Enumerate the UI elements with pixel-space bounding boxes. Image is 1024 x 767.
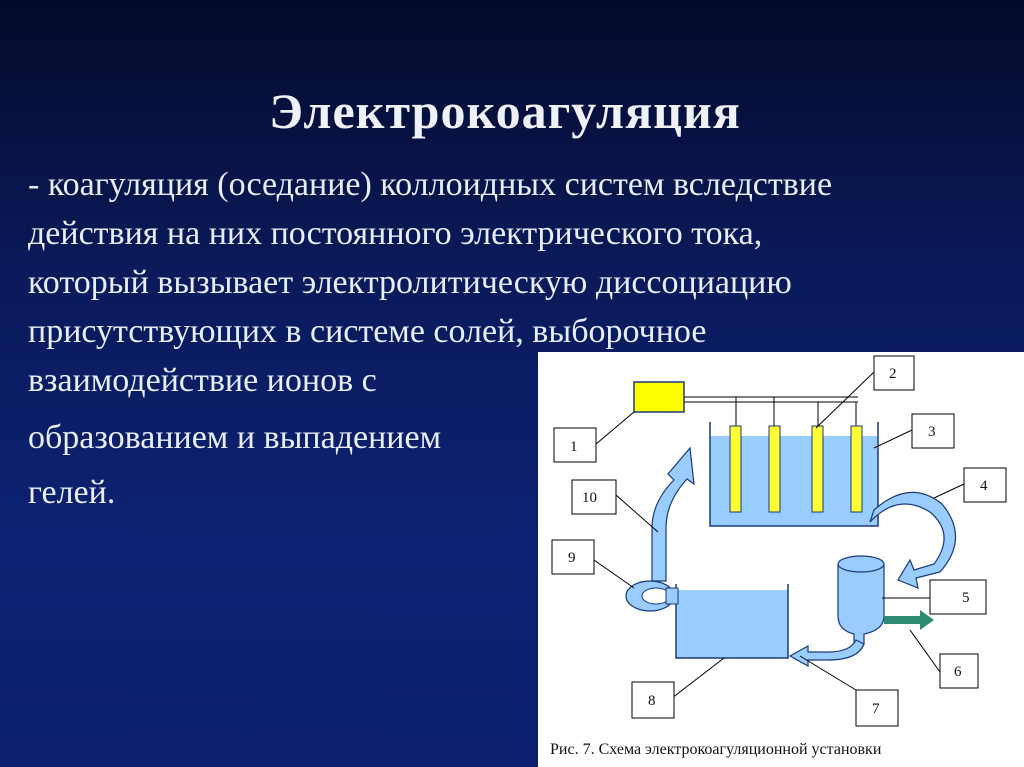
- installation-diagram: [538, 352, 1024, 767]
- settler-cylinder: [838, 564, 884, 644]
- definition-line: гелей.: [28, 474, 116, 511]
- definition-line: действия на них постоянного электрического тока,: [28, 215, 763, 252]
- settler-top: [838, 556, 884, 572]
- definition-line: - коагуляция (оседание) коллоидных систем вследствие: [28, 166, 833, 203]
- definition-line: взаимодействие ионов с: [28, 362, 377, 399]
- figure-caption: Рис. 7. Схема электрокоагуляционной установки: [550, 741, 882, 758]
- callout-label-7: 7: [872, 701, 880, 717]
- diagram-svg: [538, 352, 1024, 767]
- callout-label-10: 10: [582, 490, 597, 506]
- callout-boxes: [552, 356, 1006, 726]
- callout-label-6: 6: [954, 664, 962, 680]
- callout-label-2: 2: [889, 366, 897, 382]
- callout-label-4: 4: [980, 478, 988, 494]
- callout-label-1: 1: [570, 439, 578, 455]
- feed-pipe-arrow: [652, 448, 694, 581]
- collecting-water: [676, 590, 788, 658]
- return-arrow: [790, 640, 864, 666]
- power-source: [634, 382, 684, 412]
- product-outlet-arrow: [884, 610, 934, 630]
- callout-5: [930, 580, 986, 614]
- definition-line: который вызывает электролитическую диссоциацию: [28, 264, 792, 301]
- callout-label-9: 9: [568, 550, 576, 566]
- electrode: [769, 426, 780, 512]
- electrode: [812, 426, 823, 512]
- definition-line: образованием и выпадением: [28, 419, 442, 456]
- callout-label-3: 3: [928, 424, 936, 440]
- callout-label-8: 8: [648, 693, 656, 709]
- slide-title: Электрокоагуляция: [269, 83, 741, 139]
- electrode: [851, 426, 862, 512]
- electrode: [730, 426, 741, 512]
- callout-label-5: 5: [962, 590, 970, 606]
- definition-line: присутствующих в системе солей, выборочное: [28, 313, 707, 350]
